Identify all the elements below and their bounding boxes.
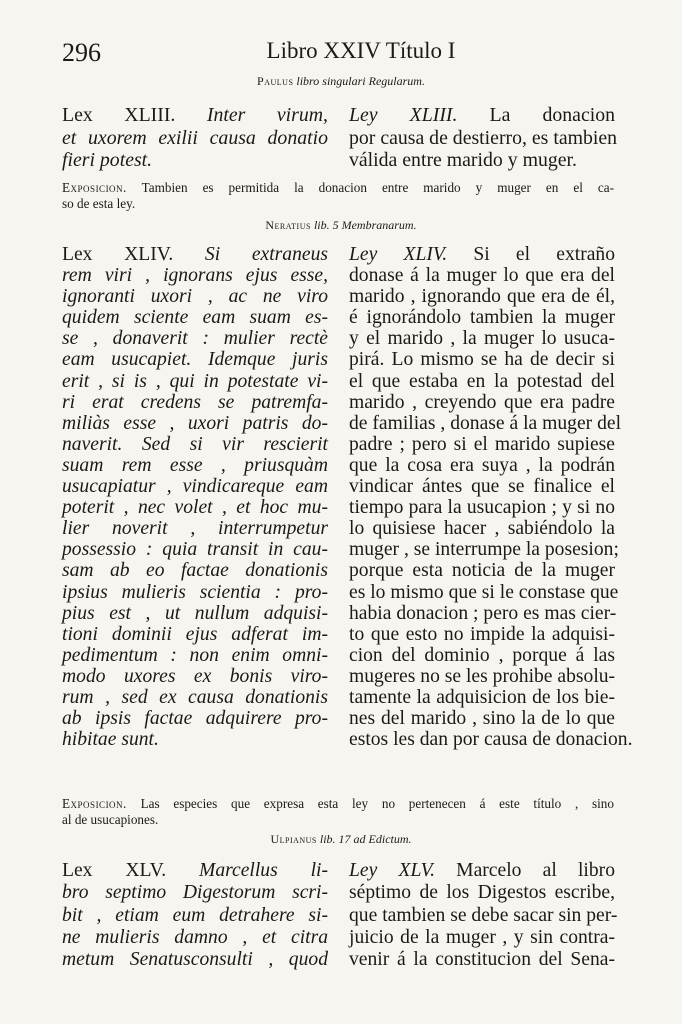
- latin-line: bro septimo Digestorum scri-: [62, 882, 328, 904]
- spanish-line: vindicar ántes que se finalice el: [349, 476, 615, 498]
- source-work: libro singulari Regularum.: [296, 74, 425, 88]
- latin-line: naverit. Sed si vir rescierit: [62, 433, 328, 455]
- latin-line: pedimentum : non enim omni-: [62, 644, 328, 666]
- latin-line: possessio : quia transit in cau-: [62, 539, 328, 561]
- lex-heading: Lex XLIII.: [62, 104, 176, 126]
- spanish-line: nes del marido , sino la de lo que: [349, 708, 615, 730]
- running-title: Libro XXIV Título I: [266, 38, 456, 63]
- spanish-line: de familias , donase á la muger del: [349, 412, 622, 434]
- latin-line: sam ab eo factae donationis: [62, 560, 328, 582]
- source-author: Ulpianus: [270, 832, 317, 846]
- latin-column: [62, 860, 328, 971]
- spanish-line: porque esta noticia de la muger: [349, 560, 615, 582]
- latin-line: poterit , nec volet , et hoc mu-: [62, 497, 328, 519]
- ley-heading: Ley XLIII.: [349, 104, 458, 126]
- latin-line: Si extraneus: [173, 244, 328, 265]
- spanish-column: [349, 860, 618, 971]
- spanish-line: juicio de la muger , y sin contra-: [349, 926, 615, 948]
- spanish-line: La donacion: [457, 104, 615, 126]
- latin-line: lier noverit , interrumpetur: [62, 518, 328, 540]
- latin-line: hibitae sunt.: [62, 729, 159, 751]
- spanish-line: é ignorándolo tambien la muger: [349, 307, 615, 329]
- latin-line: se , donaverit : mulier rectè: [62, 328, 328, 350]
- spanish-line: estos les dan por causa de donacion.: [349, 729, 633, 751]
- latin-line: ri erat credens se patremfa-: [62, 391, 328, 413]
- source-work: lib. 17 ad Edictum.: [319, 832, 412, 846]
- spanish-line: que la cosa era suya , la podrán: [349, 454, 615, 476]
- lex-heading: Lex XLV.: [62, 860, 167, 881]
- latin-line: erit , si is , qui in potestate vi-: [62, 370, 328, 392]
- latin-line: ab ipsis factae adquirere pro-: [62, 708, 328, 730]
- spanish-column: [349, 104, 618, 172]
- latin-line: et uxorem exilii causa donatio: [62, 126, 328, 149]
- spanish-line: cion del dominio , porque á las: [349, 644, 615, 666]
- spanish-line: padre ; pero si el marido supiese: [349, 433, 615, 455]
- latin-line: metum Senatusconsulti , quod: [62, 949, 328, 971]
- source-work: lib. 5 Membranarum.: [313, 218, 417, 232]
- spanish-line: mugeres no se les prohibe absolu-: [349, 665, 616, 687]
- source-citation: [0, 218, 682, 233]
- latin-line: suam rem esse , priusquàm: [62, 454, 328, 476]
- spanish-line: válida entre marido y muger.: [349, 149, 577, 171]
- spanish-line: habia donacion ; pero es mas cier-: [349, 602, 617, 624]
- exposition: [62, 796, 614, 828]
- spanish-line: tiempo para la usucapion ; y si no: [349, 497, 615, 519]
- spanish-line: marido , ignorando que era de él,: [349, 286, 615, 308]
- ley-heading: Ley XLIV.: [349, 244, 448, 265]
- spanish-line: marido , creyendo que era padre: [349, 391, 615, 413]
- spanish-line: que tambien se debe sacar sin per-: [349, 904, 618, 926]
- latin-line: modo uxores ex bonis viro-: [62, 665, 328, 687]
- exposition-label: Exposicion.: [62, 796, 127, 811]
- exposition: [62, 180, 614, 212]
- latin-line: quidem sciente eam suam es-: [62, 307, 328, 329]
- spanish-line: Marcelo al libro: [434, 860, 615, 881]
- latin-line: ne mulieris damno , et citra: [62, 926, 328, 948]
- exposition-line: so de esta ley.: [62, 196, 136, 211]
- latin-line: fieri potest.: [62, 149, 153, 171]
- source-citation: [0, 74, 682, 89]
- latin-column: [62, 244, 328, 750]
- spanish-line: donase á la muger lo que era del: [349, 265, 615, 287]
- latin-line: pius est , ut nullum adquisi-: [62, 602, 328, 624]
- spanish-line: lo quisiese hacer , sabiéndolo la: [349, 518, 615, 540]
- latin-line: ipsius mulieris scientia : pro-: [62, 581, 328, 603]
- spanish-line: es lo mismo que si le constase que: [349, 581, 619, 603]
- latin-line: miliàs esse , uxori patris do-: [62, 412, 328, 434]
- spanish-line: y el marido , la muger lo usuca-: [349, 328, 615, 350]
- latin-line: ignoranti uxori , ac ne viro: [62, 286, 328, 308]
- spanish-line: pirá. Lo mismo se ha de decir si: [349, 349, 615, 371]
- latin-line: rum , sed ex causa donationis: [62, 686, 328, 708]
- exposition-line: al de usucapiones.: [62, 812, 159, 827]
- latin-line: Marcellus li-: [166, 860, 328, 881]
- exposition-line: Las especies que expresa esta ley no pertenecen á este título , sino: [126, 796, 614, 811]
- spanish-column: [349, 244, 633, 751]
- spanish-line: tamente la adquisicion de los bie-: [349, 686, 615, 708]
- latin-line: rem viri , ignorans ejus esse,: [62, 265, 328, 287]
- latin-line: tioni dominii ejus adferat im-: [62, 623, 328, 645]
- latin-line: usucapiatur , vindicareque eam: [62, 476, 328, 498]
- spanish-line: el que estaba en la potestad del: [349, 370, 615, 392]
- spanish-line: por causa de destierro, es tambien: [349, 126, 618, 149]
- latin-column: [62, 104, 328, 172]
- latin-line: bit , etiam eum detrahere si-: [62, 904, 328, 926]
- spanish-line: venir á la constitucion del Sena-: [349, 949, 615, 971]
- latin-line: eam usucapiet. Idemque juris: [62, 349, 328, 371]
- source-author: Neratius: [265, 218, 311, 232]
- spanish-line: Si el extraño: [447, 244, 616, 265]
- exposition-line: Tambien es permitida la donacion entre marido y muger en el ca-: [126, 180, 614, 195]
- spanish-line: muger , se interrumpe la posesion;: [349, 539, 619, 561]
- source-author: Paulus: [257, 74, 294, 88]
- ley-heading: Ley XLV.: [349, 860, 435, 881]
- page-number: 296: [62, 38, 101, 67]
- spanish-line: to que esto no impide la adquisi-: [349, 623, 615, 645]
- spanish-line: séptimo de los Digestos escribe,: [349, 882, 615, 904]
- lex-heading: Lex XLIV.: [62, 244, 174, 265]
- source-citation: [0, 832, 682, 847]
- latin-line: Inter virum,: [175, 104, 328, 126]
- exposition-label: Exposicion.: [62, 180, 127, 195]
